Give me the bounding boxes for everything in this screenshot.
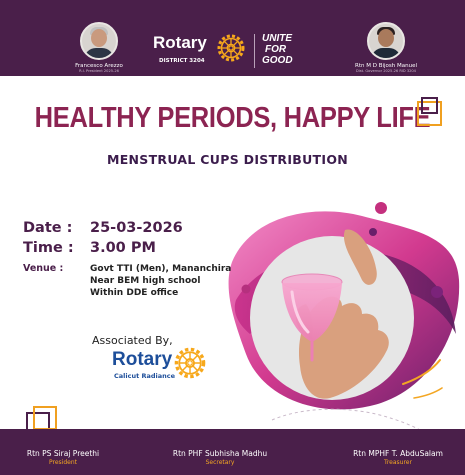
- orange-swoosh: [414, 388, 442, 398]
- time-value: 3.00 PM: [90, 240, 156, 256]
- date-label: Date :: [23, 220, 73, 236]
- deco-square-orange: [33, 406, 57, 430]
- associated-rotary-word: Rotary: [112, 349, 173, 370]
- officer-treasurer: [338, 449, 458, 466]
- district-label: DISTRICT 3204: [159, 58, 205, 64]
- venue-label: Venue :: [23, 263, 64, 274]
- left-person-name: Francesco Arezzo: [75, 63, 123, 69]
- officer-role: Treasurer: [384, 459, 412, 466]
- deco-dot: [242, 285, 251, 294]
- associated-label: Associated By,: [92, 334, 173, 347]
- officer-name: Rtn PS Siraj Preethi: [26, 449, 100, 458]
- officer-role: Secretary: [205, 459, 235, 466]
- officer-role: President: [49, 459, 77, 466]
- slogan-line-2: FOR: [265, 44, 287, 55]
- venue-address: [90, 263, 231, 299]
- deco-dot: [375, 202, 387, 214]
- event-title: HEALTHY PERIODS, HAPPY LIFE: [34, 102, 431, 134]
- rotary-logo-word: Rotary: [153, 33, 207, 52]
- deco-dot: [431, 286, 443, 298]
- right-person-role: Dist. Governor 2025-26 RID 3204: [356, 69, 416, 73]
- venue-line: Near BEM high school: [90, 276, 201, 286]
- venue-line: Govt TTI (Men), Mananchira: [90, 264, 232, 274]
- officer-name: Rtn MPHF T. AbduSalam: [353, 449, 443, 458]
- officer-president: [8, 449, 118, 466]
- time-label: Time :: [23, 240, 74, 256]
- venue-line: Within DDE office: [90, 288, 179, 298]
- officer-secretary: [160, 449, 280, 466]
- associated-club-name: Calicut Radiance: [114, 372, 176, 380]
- slogan-line-1: UNITE: [262, 33, 292, 44]
- date-value: 25-03-2026: [90, 220, 183, 236]
- deco-dot: [369, 228, 377, 236]
- rotary-wheel-icon: [173, 346, 207, 380]
- slogan-line-3: GOOD: [262, 55, 293, 66]
- right-person-name: Rtn M D Bijosh Manuel: [355, 63, 417, 69]
- officer-name: Rtn PHF Subhisha Madhu: [172, 449, 268, 458]
- left-person-role: R.I. President 2025-26: [79, 69, 119, 73]
- event-subtitle: MENSTRUAL CUPS DISTRIBUTION: [106, 152, 349, 167]
